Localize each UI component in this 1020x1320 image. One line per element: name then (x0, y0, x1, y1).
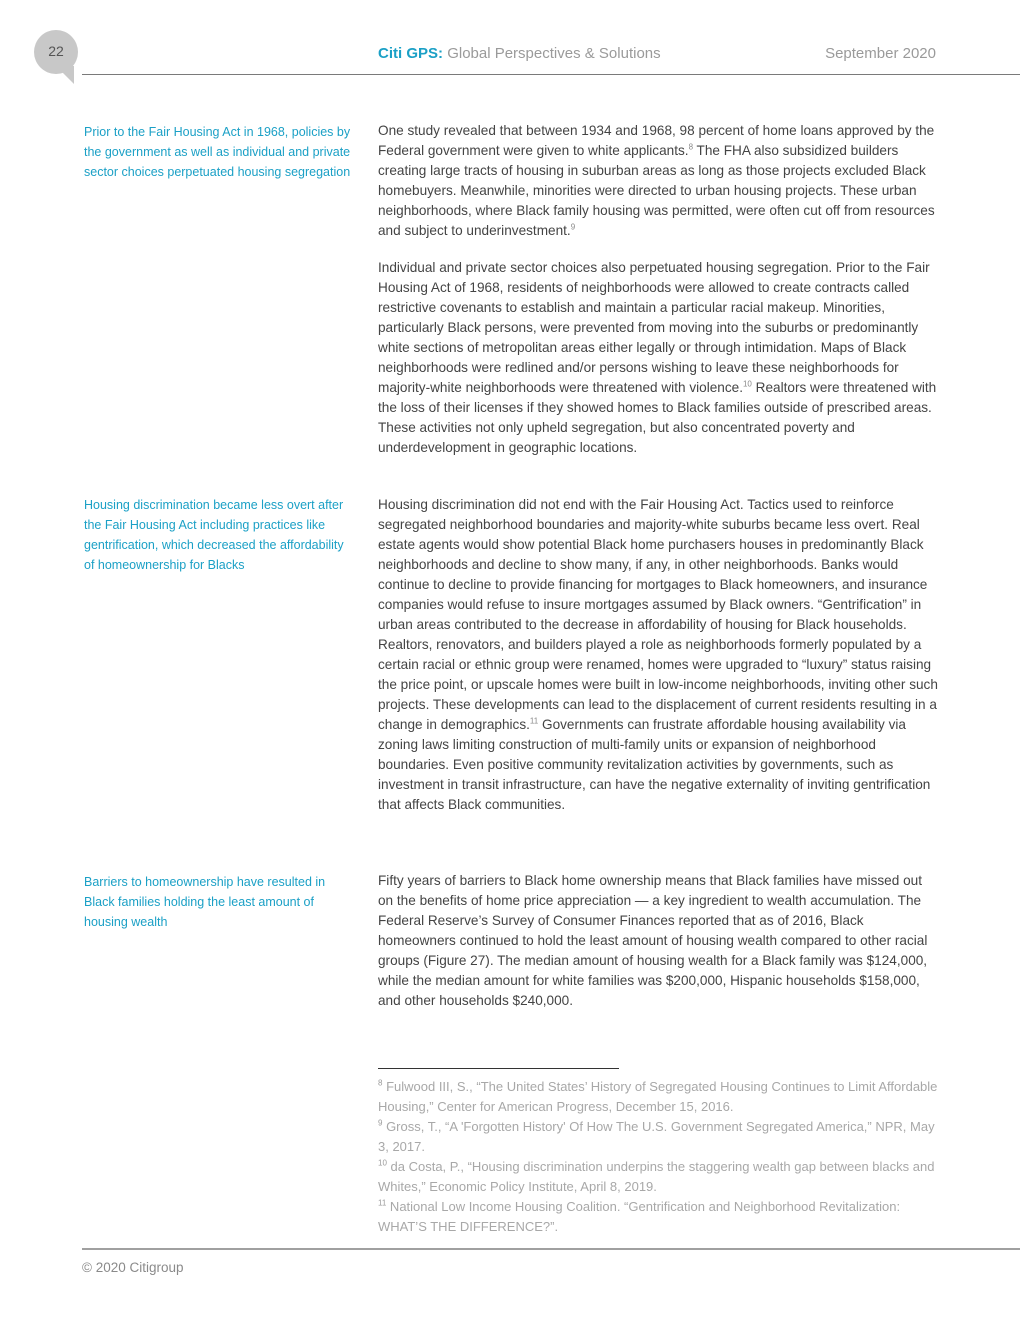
footnote-ref[interactable]: 9 (570, 222, 576, 232)
paragraph-text: Realtors were threatened with the loss of their licenses if they showed homes to Black families outside of prescribed areas. These activities not only upheld segregation, but also concentrated poverty and underdevelopment in geographic locations. (378, 380, 937, 455)
page-number: 22 (48, 43, 64, 59)
footnote-ref[interactable]: 8 (688, 142, 694, 152)
paragraph-text: Governments can frustrate affordable housing availability via zoning laws limiting construction of multi-family units or expansion of neighborhood boundaries. Even positive community revitalization activities by governments, such as investment in transit infrastructure, can have the negative externality of inviting gentrification that affects Black communities. (378, 717, 931, 812)
footnote-number: 10 (378, 1158, 387, 1168)
footnote-text: da Costa, P., “Housing discrimination underpins the staggering wealth gap between blacks and Whites,” Economic Policy Institute, April 8, 2019. (378, 1159, 935, 1194)
footnote-11 (378, 1197, 938, 1237)
header-title (378, 45, 661, 62)
paragraph-home-loans (378, 121, 938, 241)
paragraph-text: The FHA also subsidized builders creating large tracts of housing in suburban areas as long as those projects excluded Black homebuyers. Meanwhile, minorities were directed to urban housing projects. These urban neighborhoods, where Black family housing was permitted, were often cut off from resources and subject to underinvestment. (378, 143, 935, 238)
paragraph-text: Fifty years of barriers to Black home ownership means that Black families have missed out on the benefits of home price appreciation — a key ingredient to wealth accumulation. The Federal Reserve’s Survey of Consumer Finances reported that as of 2016, Black homeowners continued to hold the least amount of housing wealth compared to other racial groups (Figure 27). The median amount of housing wealth for a Black family was $124,000, while the median amount for white families was $200,000, Hispanic households $158,000, and other households $240,000. (378, 873, 928, 1008)
sidenote-discrimination: Housing discrimination became less overt after the Fair Housing Act including practices like gentrification, which decreased the affordability of homeownership for Blacks (84, 498, 344, 572)
footnote-ref[interactable]: 10 (742, 379, 752, 389)
paragraph-discrimination (378, 495, 938, 815)
header-date: September 2020 (825, 45, 936, 62)
paragraph-text: Housing discrimination did not end with the Fair Housing Act. Tactics used to reinforce segregated neighborhood boundaries and majority-white suburbs became less overt. Real estate agents would show potential Black home purchasers houses in predominantly Black neighborhoods and decline to show many, if any, in other neighborhoods. Banks would continue to decline to provide financing for mortgages to Black homeowners, and insurance companies would refuse to insure mortgages assumed by Black owners. “Gentrification” in urban areas contributed to the decrease in affordability of housing for Black households. Realtors, renovators, and builders played a role as neighborhoods formerly populated by a certain racial or ethnic group were renamed, homes were upgraded to “luxury” status raising the price point, or upscale homes were built in low-income neighborhoods, inviting other such projects. These developments can lead to the displacement of current residents resulting in a change in demographics. (378, 497, 938, 732)
footer-copyright: © 2020 Citigroup (82, 1260, 184, 1275)
footnotes (378, 1077, 938, 1237)
paragraph-private-choices (378, 258, 938, 458)
brand-name: Citi GPS: (378, 45, 444, 62)
footnote-number: 9 (378, 1118, 383, 1128)
paragraph-text: Individual and private sector choices also perpetuated housing segregation. Prior to the Fair Housing Act of 1968, residents of neighborhoods were allowed to create contracts called restrictive covenants to establish and maintain a particular racial makeup. Minorities, particularly Black persons, were prevented from moving into the suburbs or predominantly white sections of metropolitan areas either legally or through intimidation. Maps of Black neighborhoods were redlined and/or persons wishing to leave these neighborhoods for majority-white neighborhoods were threatened with violence. (378, 260, 930, 395)
sidenote-housing-wealth: Barriers to homeownership have resulted in Black families holding the least amount of housing wealth (84, 875, 326, 929)
brand-subtitle: Global Perspectives & Solutions (447, 45, 661, 62)
footnote-10 (378, 1157, 938, 1197)
footnote-text: National Low Income Housing Coalition. “Gentrification and Neighborhood Revitalization: WHAT’S THE DIFFERENCE?”. (378, 1199, 901, 1234)
footnote-number: 8 (378, 1078, 383, 1088)
paragraph-text: One study revealed that between 1934 and 1968, 98 percent of home loans approved by the Federal government were given to white applicants. (378, 123, 935, 158)
sidenote-segregation: Prior to the Fair Housing Act in 1968, policies by the government as well as individual and private sector choices perpetuated housing segregation (84, 125, 351, 179)
footnote-divider (378, 1068, 619, 1069)
footnote-9 (378, 1117, 938, 1157)
footnote-ref[interactable]: 11 (529, 716, 539, 726)
footnote-8 (378, 1077, 938, 1117)
header-divider (82, 74, 1020, 75)
footnote-text: Gross, T., “A 'Forgotten History' Of How The U.S. Government Segregated America,” NPR, May 3, 2017. (378, 1119, 935, 1154)
footer-divider (82, 1248, 1020, 1250)
paragraph-housing-wealth (378, 871, 938, 1011)
footnote-number: 11 (378, 1198, 387, 1208)
page-badge-tail (56, 66, 74, 84)
footnote-text: Fulwood III, S., “The United States’ History of Segregated Housing Continues to Limit Affordable Housing,” Center for American Progress, December 15, 2016. (378, 1079, 938, 1114)
